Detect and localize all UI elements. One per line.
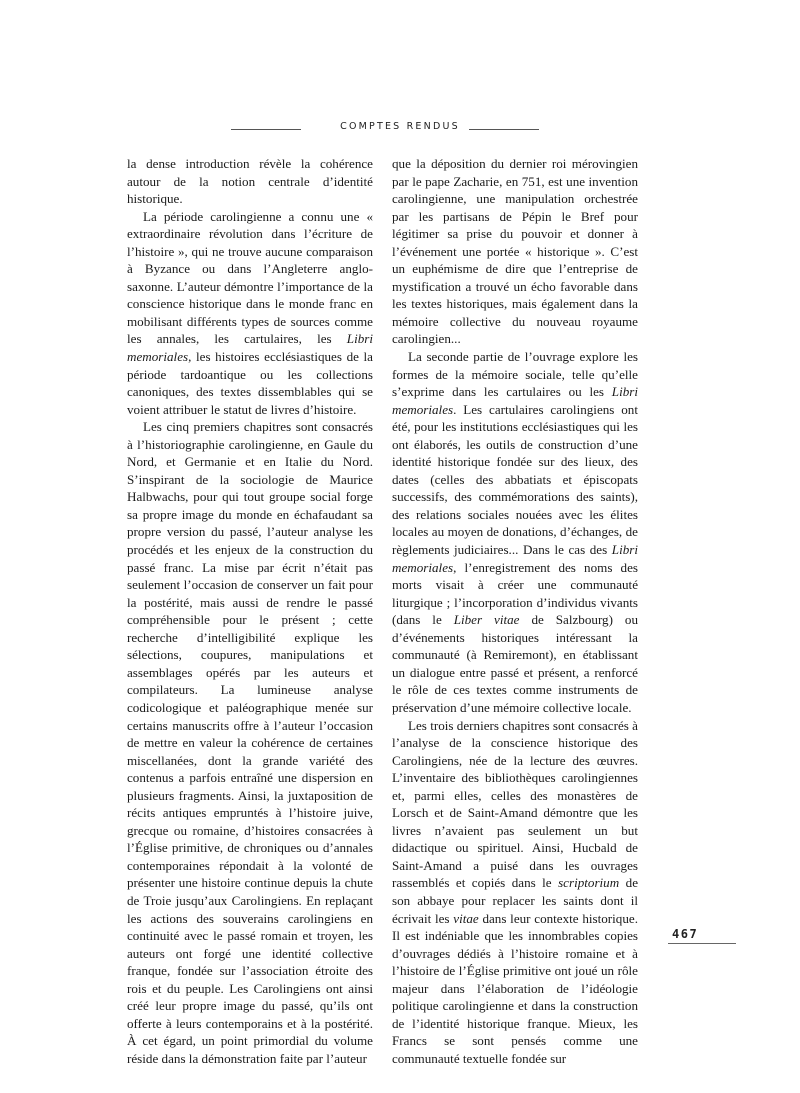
text-run: que la déposition du dernier roi mérovingien par le pape Zacharie, en 751, est une invention carolingienne, une manipulation orchestrée par les partisans de Pépin le Bref pour légitimer sa prise du pouvoir et donner à l’événement une portée « historique ». C’est un euphémisme de dire que l’entreprise de mystification a trouvé un écho favorable dans les textes historiques, mais également dans la mémoire collective du nouveau royaume carolingien... (392, 156, 638, 347)
italic-term: Libri memoriales (127, 331, 373, 365)
italic-term: vitae (453, 910, 479, 926)
paragraph (392, 155, 638, 348)
paragraph (127, 155, 373, 208)
text-run: de Salzbourg) ou d’événements historiques intéressant la communauté (à Remiremont), en établissant un dialogue entre passé et présent, a renforcé le rôle de ces textes comme instruments de préservation d’une mémoire collective locale. (392, 612, 639, 715)
text-run: la dense introduction révèle la cohérence autour de la notion centrale d’identité historique. (127, 156, 373, 207)
text-run: . Les cartulaires carolingiens ont été, pour les institutions ecclésiastiques qui les ont élaborés, les outils de construction d’une identité historique fondée sur des lieux, des dates (celles des abbatiats et épiscopats successifs, des commémorations des saints), des relations sociales nouées avec les élites locales au moyen de donations, d’échanges, de règlements judiciaires... Dans le cas des (392, 401, 638, 558)
running-header (0, 121, 800, 137)
text-run: , les histoires ecclésiastiques de la période tardoantique ou les collections canoniques, des textes dissemblables qui se voient attribuer le statut de livres d’histoire. (127, 349, 373, 417)
italic-term: scriptorium (558, 875, 620, 891)
page-number: 467 (672, 927, 699, 941)
page-number-rule (668, 943, 736, 944)
italic-term: Libri memoriales (392, 542, 638, 575)
italic-term: Libri memoriales (392, 384, 638, 417)
running-title: COMPTES RENDUS (340, 121, 460, 132)
paragraph (392, 717, 638, 1068)
left-text-column (127, 155, 373, 1067)
italic-term: Liber vitae (453, 612, 520, 628)
text-run: , l’enregistrement des noms des morts visait à créer une communauté liturgique ; l’incorporation d’individus vivants (dans le (392, 559, 638, 628)
header-rule-right (469, 129, 539, 130)
text-run: Les cinq premiers chapitres sont consacrés à l’historiographie carolingienne, en Gaule du Nord, et Germanie et en Italie du Nord. S’inspirant de la sociologie de Maurice Halbwachs, pour qui tout groupe social forge sa propre image du monde en échafaudant sa propre version du passé, l’auteur analyse les procédés et les enjeux de la construction du passé franc. La mise par écrit n’était pas seulement l’occasion de conserver un fait pour la postérité, mais aussi de rendre le passé compréhensible pour le présent ; cette recherche d’intelligibilité explique les sélections, coupures, manipulations et assemblages opérés par les auteurs et compilateurs. La lumineuse analyse codicologique et paléographique menée sur certains manuscrits offre à l’auteur l’occasion de mettre en valeur la cohérence de certaines miscellanées, dont la grande variété des contenus a parfois entraîné une dispersion en plusieurs fragments. Ainsi, la juxtaposition de récits antiques empruntés à l’histoire juive, grecque ou romaine, d’histoires consacrées à l’Église primitive, de chroniques ou d’annales contemporaines répondait à la volonté de présenter une histoire continue depuis la chute de Troie jusqu’aux Carolingiens. En replaçant les actions des souverains carolingiens en continuité avec le passé romain et troyen, les auteurs ont forgé une identité collective franque, fondée sur l’association étroite des rois et du peuple. Les Carolingiens ont ainsi créé leur propre image du passé, qu’ils ont offerte à leurs contemporains et à la postérité. À cet égard, un point primordial du volume réside dans la démonstration faite par l’auteur (127, 419, 373, 1066)
text-run: dans leur contexte historique. Il est indéniable que les innombrables copies d’ouvrages dédiés à l’histoire romaine et à l’histoire de l’Église primitive ont joué un rôle majeur dans l’élaboration de l’idéologie politique carolingienne et dans la construction de l’identité historique franque. Mieux, les Francs se sont pensés comme une communauté textuelle fondée sur (392, 910, 638, 1066)
right-text-column (392, 155, 638, 1067)
paragraph (127, 418, 373, 1067)
paragraph (127, 208, 373, 419)
paragraph (392, 348, 638, 716)
text-run: Les trois derniers chapitres sont consacrés à l’analyse de la conscience historique des Carolingiens, née de la lecture des œuvres. L’inventaire des bibliothèques carolingiennes et, parmi elles, celles des monastères de Lorsch et de Saint-Amand démontre que les livres n’avaient pas seulement un but didactique ou spirituel. Ainsi, Hucbald de Saint-Amand a puisé dans les ouvrages rassemblés et copiés dans le (392, 717, 638, 891)
text-run: de son abbaye pour replacer les saints dont il écrivait les (392, 875, 638, 926)
text-run: La seconde partie de l’ouvrage explore les formes de la mémoire sociale, telle qu’elle s’exprime dans les cartulaires ou les (392, 349, 638, 400)
text-run: La période carolingienne a connu une « extraordinaire révolution dans l’écriture de l’histoire », qui ne trouve aucune comparaison à Byzance ou dans l’Angleterre anglo-saxonne. L’auteur démontre l’importance de la conscience historique dans le monde franc en mobilisant différents types de sources comme les annales, les cartulaires, les (127, 208, 373, 347)
